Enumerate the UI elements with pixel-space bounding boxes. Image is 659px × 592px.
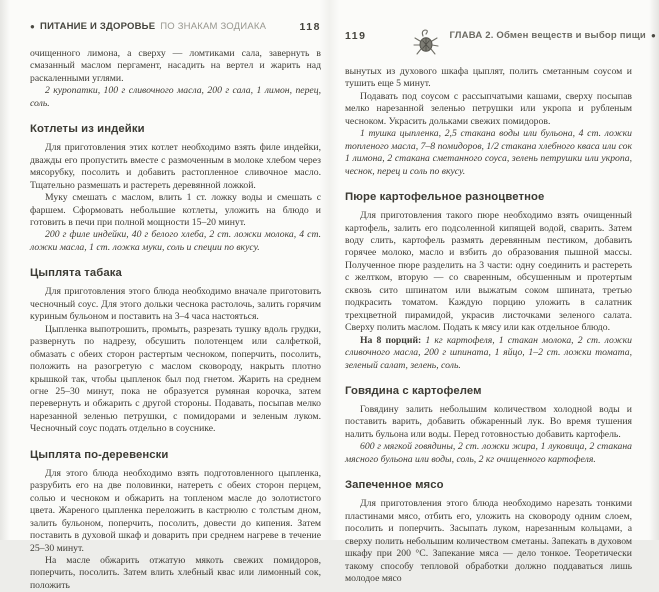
header-bullet-icon: ● <box>30 22 36 31</box>
header-bullet-icon: ● <box>650 31 657 40</box>
recipe-paragraph: Для приготовления этого блюда необходимо вначале приготовить чесночный соус. Для этого дольки чеснока растолочь, залить горячим куриным бульоном и поставить на 3–4 часа настояться. <box>30 286 321 323</box>
recipe-title: Пюре картофельное разноцветное <box>345 191 545 204</box>
ingredients-line: 2 куропатки, 100 г сливочного масла, 200 г сала, 1 лимон, перец, соль. <box>30 85 321 109</box>
book-title-bold: ПИТАНИЕ И ЗДОРОВЬЕ <box>40 21 156 32</box>
recipe-paragraph: Для приготовления этих котлет необходимо взять филе индейки, дважды его пропустить вместе с размоченным в молоке хлебом через мясорубку, посолить и добавить растопленное сливочное масло. Тщательно размешать и растереть деревянной ложкой. <box>30 142 321 191</box>
page-number-right: 119 <box>345 30 367 42</box>
recipe-title: Цыплята по-деревенски <box>30 448 169 461</box>
recipe-paragraph: Для этого блюда необходимо взять подготовленного цыпленка, разрубить его на две половинки, натереть с обеих сторон перцем, солью и чесноком и обжарить на топленом масле до золотистого цвета. Жареного цыпленка переложить в кастрюлю с толстым дном, залить бульоном, поперчить, посолить, довести до кипения. Затем поставить в духовой шкаф и доварить при среднем нагреве в течение 25–30 минут. <box>30 467 321 554</box>
right-running-header <box>345 21 657 51</box>
chapter-title: ГЛАВА 2. Обмен веществ и выбор пищи <box>449 30 646 41</box>
recipe-paragraph: очищенного лимона, а сверху — ломтиками сала, завернуть в смазанный маслом пергамент, насадить на вертел и жарить над раскаленными углями. <box>30 48 321 84</box>
page-number-left: 118 <box>299 21 321 33</box>
recipe-paragraph: Для приготовления этого блюда необходимо нарезать тонкими пластинами мясо, отбить его, уложить на сковороду одним слоем, посолить и поперчить. Засыпать луком, нарезанным кольцами, а сверху полить небольшим количеством сметаны. Запекать в духовом шкафу при 200 °С. Запекание мяса — дело тонкое. Теоретически такому способу тепловой обработки должно поддаваться лишь молодое мясо <box>345 498 632 584</box>
servings-ingredients-line: На 8 порций: 1 кг картофеля, 1 стакан молока, 2 ст. ложки сливочного масла, 200 г шпината, 1 яйцо, 1–2 ст. ложки томата, зеленый салат, зелень, соль. <box>345 334 632 371</box>
page-right <box>330 0 659 584</box>
right-page-content <box>345 66 632 585</box>
ingredients-line: 600 г мягкой говядины, 2 ст. ложки жира, 1 луковица, 2 стакана мясного бульона или воды, соль, 2 кг очищенного картофеля. <box>345 441 632 465</box>
book-title-rest: ПО ЗНАКАМ ЗОДИАКА <box>160 21 267 32</box>
recipe-paragraph: На масле обжарить отжатую мякоть свежих помидоров, поперчить, посолить. Затем влить хлебный квас или лимонный сок, положить <box>30 554 321 591</box>
recipe-paragraph: Говядину залить небольшим количеством холодной воды и поставить варить, добавить обжаренный лук. Во время тушения налить бульона или воды. Перед готовностью добавить картофель. <box>345 403 632 440</box>
ingredients-line: 200 г филе индейки, 40 г белого хлеба, 2 ст. ложки молока, 4 ст. ложки масла, 1 ст. ложка муки, соль и специи по вкусу. <box>30 229 321 253</box>
recipe-title: Запеченное мясо <box>345 479 444 492</box>
recipe-title: Цыплята табака <box>30 267 122 280</box>
recipe-title: Говядина с картофелем <box>345 384 482 397</box>
recipe-paragraph: Для приготовления такого пюре необходимо взять очищенный картофель, залить его подсоленной кипящей водой, сварить. Затем воду слить, картофель размять деревянным пестиком, добавить горячее молоко, масло и взбить до образования пышной массы. Полученное пюре разделить на 3 части: одну соединить и растереть с желтком, вторую — со сваренным, обсушенным и протертым сквозь сито шпинатом или выжатым соком шпината, третью подкрасить томатом. Каждую порцию уложить в салатник трехцветной пирамидой, украсив листочками зеленого салата. Сверху полить маслом. Подать к мясу или как отдельное блюдо. <box>345 210 632 334</box>
page-left <box>0 0 329 591</box>
recipe-paragraph: Цыпленка выпотрошить, промыть, разрезать тушку вдоль грудки, развернуть по надрезу, обсушить полотенцем или салфеткой, обмазать с обеих сторон растертым чесноком, поперчить, посолить, положить на разогретую с маслом сковороду, накрыть плотно крышкой так, чтобы цыпленок был под гнетом. Жарить на среднем огне 25–30 минут, пока не образуется румяная корочка, затем перевернуть и обжарить с другой стороны. Подавать, посыпав мелко нарезанной зеленью петрушки, с помидорами и зеленым луком. Чесночный соус подать отдельно в соуснике. <box>30 323 321 435</box>
ingredients-line: 1 тушка цыпленка, 2,5 стакана воды или бульона, 4 ст. ложки топленого масла, 7–8 помидоров, 1/2 стакана хлебного кваса или сок 1 лимона, 2 стакана сметанного соуса, зелень петрушки или укропа, чеснок, перец и соль по вкусу. <box>345 128 632 177</box>
left-page-content <box>30 48 321 592</box>
recipe-paragraph: вынутых из духового шкафа цыплят, полить сметанным соусом и тушить еще 5 минут. <box>345 66 632 90</box>
recipe-paragraph: Подавать под соусом с рассыпчатыми кашами, сверху посыпав мелко нарезанной зеленью петрушки или укропа и рубленым чесноком. Украсить дольками свежих помидоров. <box>345 90 632 127</box>
recipe-title: Котлеты из индейки <box>30 123 145 136</box>
left-running-header <box>30 21 321 33</box>
servings-label: На 8 порций: <box>360 334 426 346</box>
recipe-paragraph: Муку смешать с маслом, влить 1 ст. ложку воды и смешать с фаршем. Сформовать небольшие котлеты, уложить на блюдо и готовить в печи при полной мощности 15–20 минут. <box>30 192 321 228</box>
zodiac-icon <box>413 28 439 58</box>
